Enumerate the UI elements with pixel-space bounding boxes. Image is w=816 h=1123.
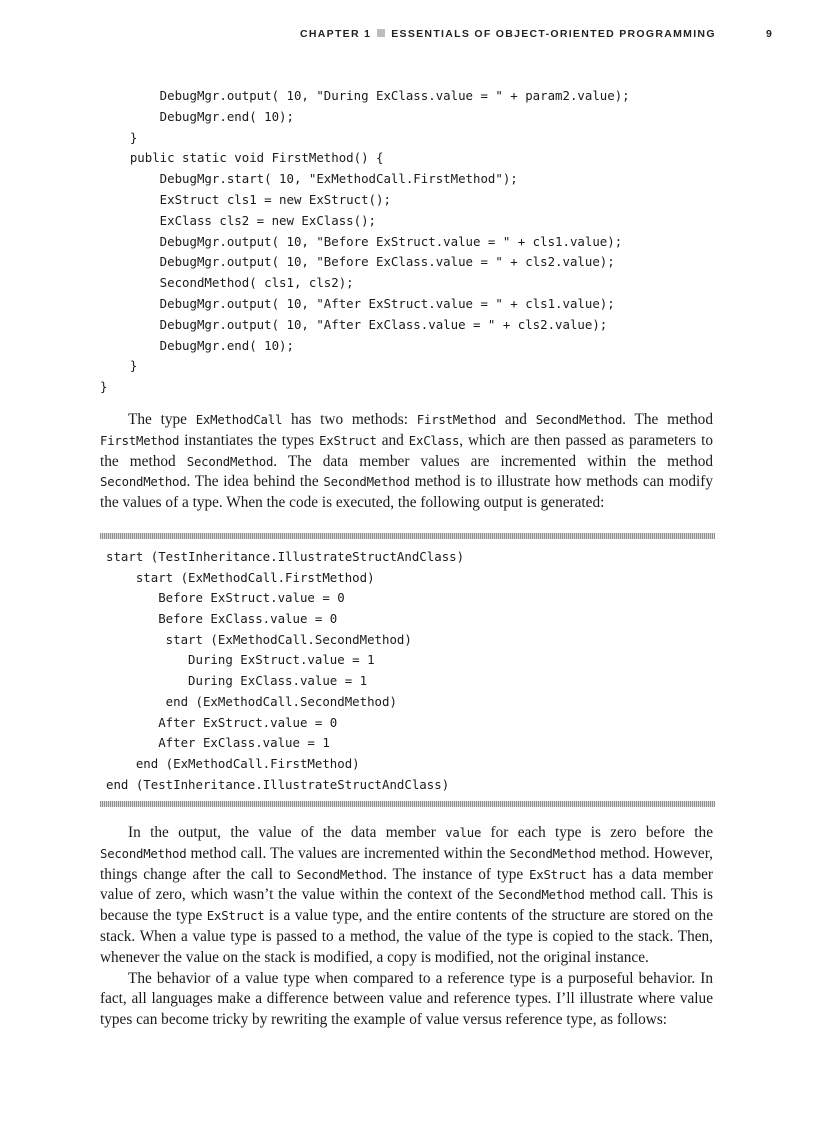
inline-code: ExStruct [206,909,265,924]
code-line: } [100,358,138,374]
code-line: start (ExMethodCall.FirstMethod) [106,569,375,585]
code-line: DebugMgr.end( 10); [100,108,294,124]
inline-code: SecondMethod [509,846,596,861]
inline-code: FirstMethod [416,413,497,427]
code-line: After ExClass.value = 1 [106,735,330,751]
inline-code: SecondMethod [498,888,585,903]
code-line: DebugMgr.end( 10); [100,337,294,353]
text-run: and [496,411,536,428]
output-listing-box [100,533,715,807]
text-run: method. However, things change after the call to [100,844,713,883]
code-line: public static void FirstMethod() { [100,150,384,166]
text-run: The behavior of a value type when compared to a reference type is a purposeful behavior. In fact, all languages make a difference between value and reference types. I’ll illustrate where value types can become tricky by rewriting the example of value versus reference type, as follows: [100,969,713,1029]
text-run: . The method [622,411,713,428]
text-run: In the output, the value of the data member [128,824,446,841]
text-run: . The idea behind the [186,473,324,491]
text-run: method call. The values are incremented within the [186,844,510,862]
code-line: } [100,379,108,395]
text-run: and [376,431,409,449]
inline-code: ExStruct [319,433,377,448]
body-paragraphs [100,823,713,1031]
running-head-title [300,28,716,40]
text-run: , which are then passed as parameters to the method [100,431,713,470]
code-line: ExStruct cls1 = new ExStruct(); [100,191,391,207]
code-line: end (ExMethodCall.SecondMethod) [106,693,397,709]
inline-code: ExClass [408,433,460,448]
paragraph-text [100,823,713,969]
code-line: ExClass cls2 = new ExClass(); [100,212,377,228]
inline-code: SecondMethod [535,413,623,427]
code-listing [100,86,720,398]
inline-code: SecondMethod [100,846,187,861]
code-line: start (ExMethodCall.SecondMethod) [106,631,412,647]
code-line: start (TestInheritance.IllustrateStructAndClass) [106,549,465,564]
output-listing [100,539,715,801]
inline-code: SecondMethod [186,454,274,469]
inline-code: ExStruct [529,867,587,882]
code-line: DebugMgr.output( 10, "Before ExClass.value = " + cls2.value); [100,254,615,270]
paragraph-text [100,410,713,514]
text-run: has two methods: [282,411,417,428]
text-run: method is to illustrate how methods can modify the values of a type. When the code is executed, the following output is generated: [100,473,713,512]
chapter-title: ESSENTIALS OF OBJECT-ORIENTED PROGRAMMING [391,28,716,40]
inline-code: SecondMethod [100,475,187,490]
code-line: end (ExMethodCall.FirstMethod) [106,755,360,771]
code-line: Before ExStruct.value = 0 [106,590,345,606]
code-line: Before ExClass.value = 0 [106,611,338,627]
text-run: for each type is zero before the [481,824,713,841]
inline-code: SecondMethod [323,475,410,490]
text-run: . The instance of type [383,865,530,883]
code-line: DebugMgr.output( 10, "After ExStruct.value = " + cls1.value); [100,295,615,311]
code-line: During ExStruct.value = 1 [106,652,375,668]
code-line: DebugMgr.output( 10, "During ExClass.value = " + param2.value); [100,88,630,103]
body-paragraph-1 [100,410,713,514]
code-line: DebugMgr.output( 10, "Before ExStruct.value = " + cls1.value); [100,233,623,249]
code-line: SecondMethod( cls1, cls2); [100,275,354,291]
code-line: After ExStruct.value = 0 [106,714,338,730]
inline-code: SecondMethod [296,867,384,882]
text-run: . The data member values are incremented within the method [273,452,713,470]
paragraph-text [100,969,713,1031]
page-number: 9 [766,28,774,40]
square-separator-icon [377,29,385,37]
text-run: is a value type, and the entire contents of the structure are stored on the stack. When a value type is passed to a method, the value of the type is copied to the stack. Then, whenever the value on the stack is modified, a copy is modified, not the original instance. [100,907,713,966]
code-line: DebugMgr.output( 10, "After ExClass.value = " + cls2.value); [100,316,608,332]
inline-code: FirstMethod [100,433,180,448]
text-run: instantiates the types [179,431,320,449]
running-head [0,28,816,44]
code-line: } [100,129,138,145]
code-line: During ExClass.value = 1 [106,673,368,689]
chapter-label: CHAPTER 1 [300,28,372,40]
inline-code: value [445,826,482,840]
text-run: method call. This is because the type [100,886,713,925]
inline-code: ExMethodCall [195,413,283,427]
bottom-rule [100,801,715,807]
code-line: DebugMgr.start( 10, "ExMethodCall.FirstMethod"); [100,171,518,187]
text-run: has a data member value of zero, which wasn’t the value within the context of the [100,865,713,904]
code-line: end (TestInheritance.IllustrateStructAndClass) [106,776,450,792]
text-run: The type [128,411,196,428]
